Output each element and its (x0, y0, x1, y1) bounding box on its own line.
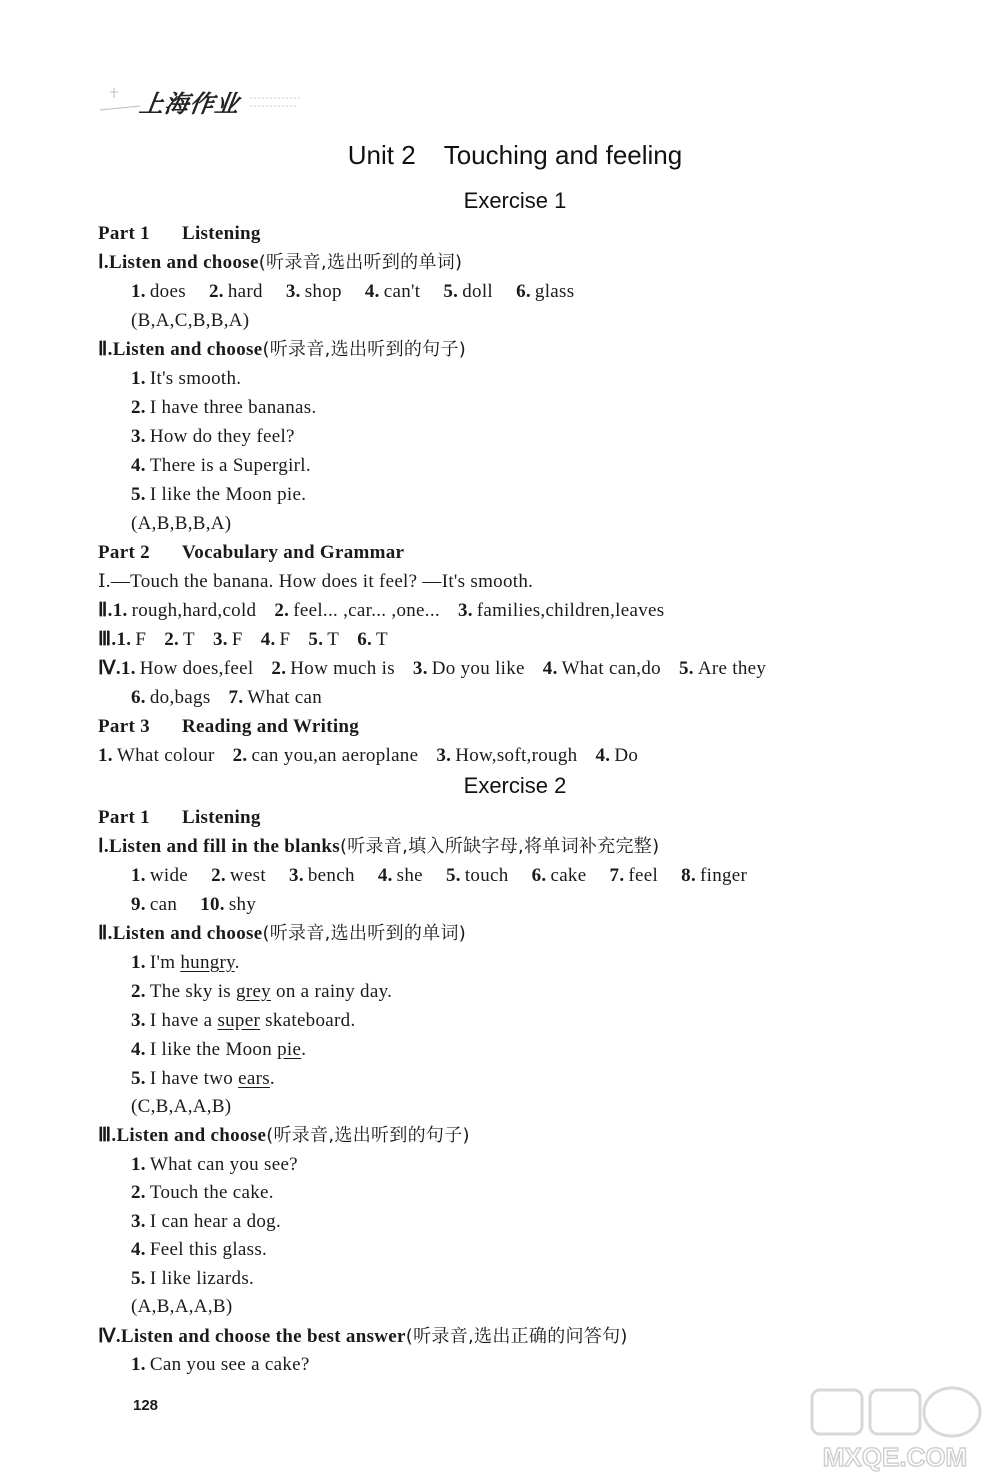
ex1-p1-s2-answer: (A,B,B,B,A) (131, 513, 232, 534)
list-item: 4. I like the Moon pie. (131, 1039, 307, 1060)
ex1-p2-line2: Ⅱ.1. rough,hard,cold 2. feel... ,car... ,one... 3. families,children,leaves (98, 600, 665, 621)
svg-text:MXQE.COM: MXQE.COM (822, 1442, 968, 1472)
list-item: 1. I'm hungry. (131, 952, 240, 973)
ex2-part1-heading: Part 1 Listening (98, 807, 261, 828)
unit-name: Touching and feeling (443, 140, 683, 170)
exercise-1-title: Exercise 1 (463, 188, 567, 213)
ex1-p2-line3: Ⅲ.1. F 2. T 3. F 4. F 5. T 6. T (98, 629, 388, 650)
list-item: 5. I have two ears. (131, 1068, 275, 1089)
unit-title (0, 140, 1000, 171)
list-item: 3. I have a super skateboard. (131, 1010, 356, 1031)
ex2-p1-s2-answer: (C,B,A,A,B) (131, 1096, 232, 1117)
ex1-p2-line4-cont: 6. do,bags 7. What can (131, 687, 323, 708)
ex1-p1-s1-heading: Ⅰ.Listen and choose(听录音,选出听到的单词) (98, 252, 463, 273)
ex2-p1-s2-heading: Ⅱ.Listen and choose(听录音,选出听到的单词) (98, 923, 467, 944)
list-item: 4. There is a Supergirl. (131, 455, 311, 476)
list-item: 4. Feel this glass. (131, 1239, 268, 1260)
list-item: 5. I like lizards. (131, 1268, 255, 1289)
ex1-p2-line4: Ⅳ.1. How does,feel 2. How much is 3. Do you like 4. What can,do 5. Are they (98, 658, 767, 679)
ex1-p1-s2-heading: Ⅱ.Listen and choose(听录音,选出听到的句子) (98, 339, 467, 360)
list-item: 3. How do they feel? (131, 426, 295, 447)
ex2-p1-s1-items-cont: 9. can 10. shy (131, 894, 257, 915)
list-item: 1. Can you see a cake? (131, 1354, 310, 1375)
list-item: 2. Touch the cake. (131, 1182, 274, 1203)
ex2-p1-s3-heading: Ⅲ.Listen and choose(听录音,选出听到的句子) (98, 1125, 470, 1146)
page-number: 128 (133, 1397, 159, 1414)
list-item: 2. I have three bananas. (131, 397, 317, 418)
list-item: 2. The sky is grey on a rainy day. (131, 981, 393, 1002)
ex2-p1-s4-heading: Ⅳ.Listen and choose the best answer(听录音,选出正确的问答句) (98, 1326, 628, 1347)
list-item: 1. What can you see? (131, 1154, 298, 1175)
ex1-p1-s1-items: 1. does 2. hard 3. shop 4. can't 5. doll 6. glass (131, 281, 575, 302)
ex2-p1-s1-items: 1. wide 2. west 3. bench 4. she 5. touch 6. cake 7. feel 8. finger (131, 865, 748, 886)
ex2-p1-s3-answer: (A,B,A,A,B) (131, 1296, 233, 1317)
watermark-logo (800, 1380, 990, 1475)
list-item: 3. I can hear a dog. (131, 1211, 282, 1232)
ex1-part1-heading: Part 1 Listening (98, 223, 261, 244)
ex1-part2-heading: Part 2 Vocabulary and Grammar (98, 542, 405, 563)
ex1-p1-s1-answer: (B,A,C,B,B,A) (131, 310, 250, 331)
exercise-2-title: Exercise 2 (463, 773, 567, 798)
logo-text: 上海作业 (137, 90, 242, 118)
ex2-p1-s1-heading: Ⅰ.Listen and fill in the blanks(听录音,填入所缺字母,将单词补充完整) (98, 836, 660, 857)
list-item: 5. I like the Moon pie. (131, 484, 307, 505)
ex1-p2-line1: Ⅰ.—Touch the banana. How does it feel? —It's smooth. (98, 571, 534, 592)
list-item: 1. It's smooth. (131, 368, 242, 389)
unit-number: Unit 2 (347, 140, 416, 170)
ex1-part3-heading: Part 3 Reading and Writing (98, 716, 360, 737)
ex1-p3-items: 1. What colour 2. can you,an aeroplane 3. How,soft,rough 4. Do (98, 745, 639, 766)
